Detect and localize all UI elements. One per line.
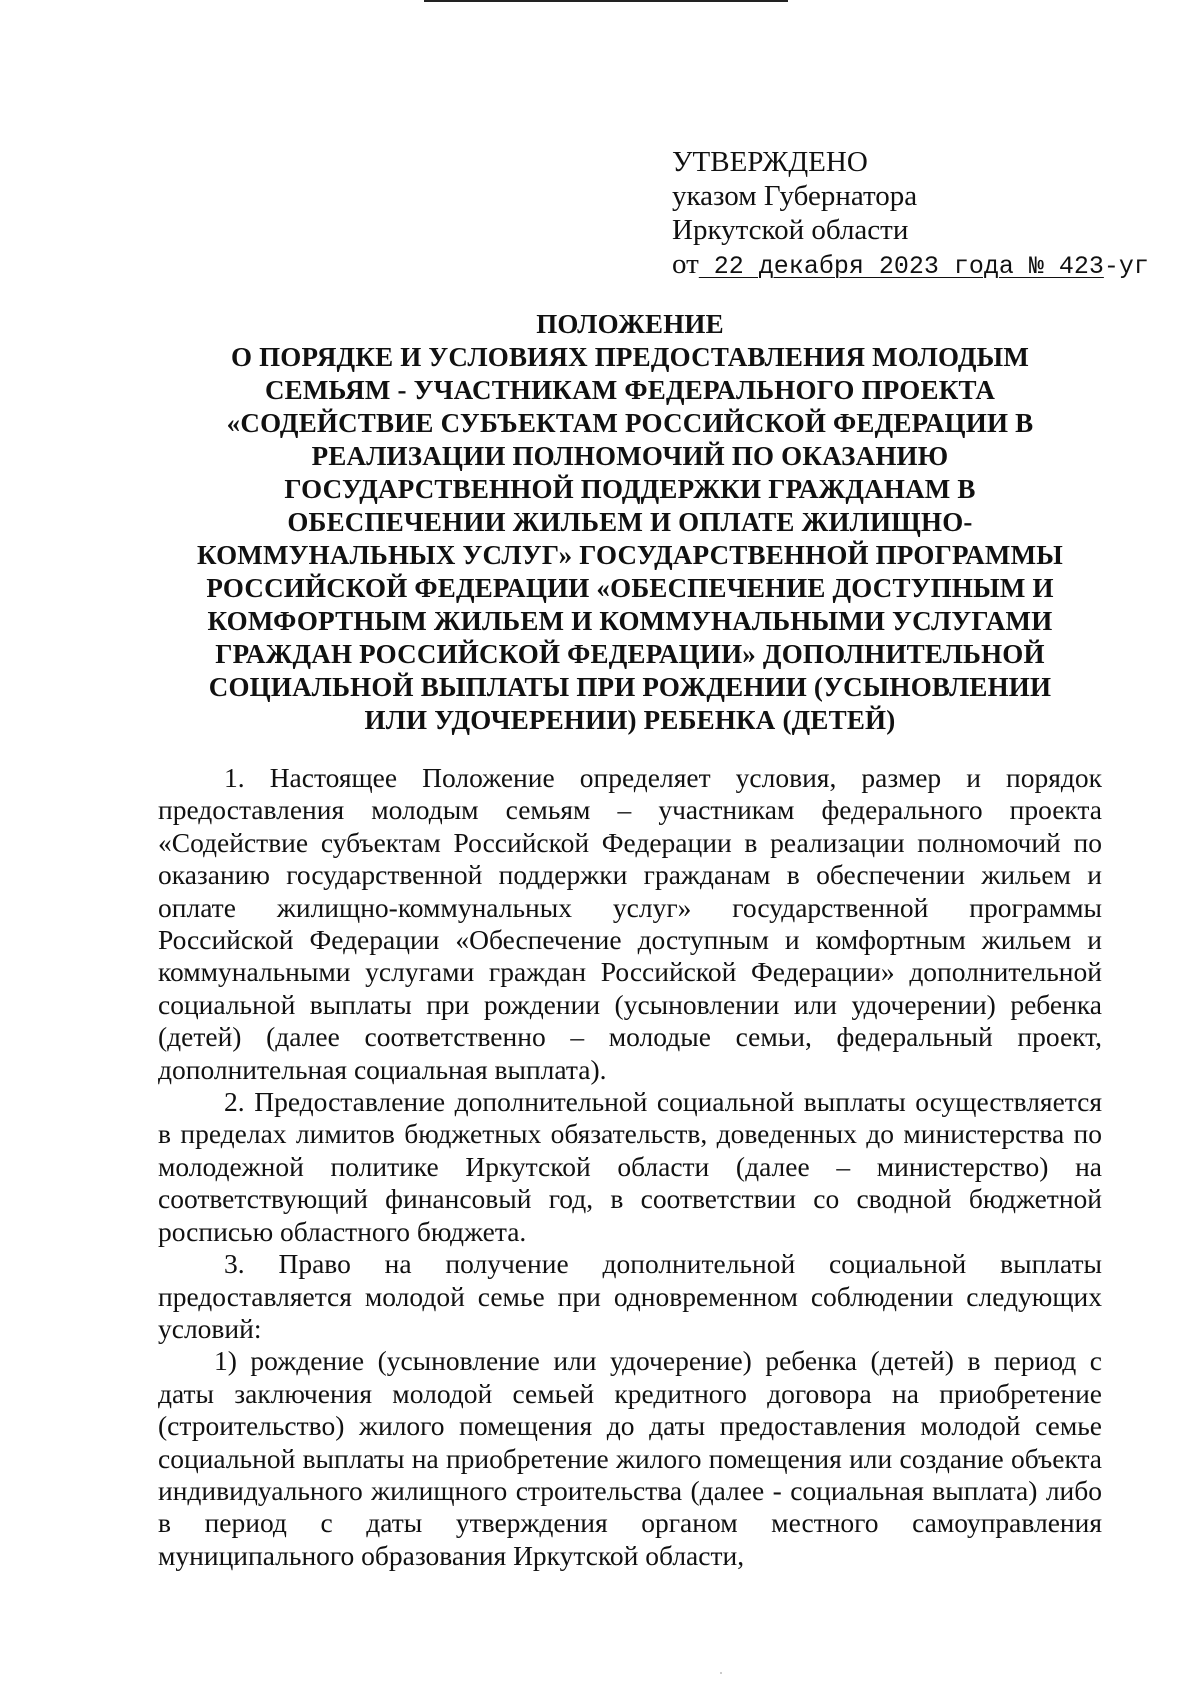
paragraph-1: 1. Настоящее Положение определяет условия, размер и порядок предоставления молодым семьям – участникам федерального проекта «Содействие субъектам Российской Федерации в реализации полномочий по оказанию государственной поддержки гражданам в обеспечении жильем и оплате жилищно-коммунальных услуг» государственной программы Российской Федерации «Обеспечение доступным и комфортным жильем и коммунальными услугами граждан Российской Федерации» дополнительной социальной выплаты при рождении (усыновлении или удочерении) ребенка (детей) (далее соответственно – молодые семьи, федеральный проект, дополнительная социальная выплата). xyxy=(158,762,1102,1085)
approval-stamp-block xyxy=(672,145,1149,284)
approval-heading: УТВЕРЖДЕНО xyxy=(672,146,868,178)
title-line: ОБЕСПЕЧЕНИИ ЖИЛЬЕМ И ОПЛАТЕ ЖИЛИЩНО- xyxy=(287,507,973,537)
scan-speck xyxy=(720,1672,722,1674)
title-line: «СОДЕЙСТВИЕ СУБЪЕКТАМ РОССИЙСКОЙ ФЕДЕРАЦИИ В xyxy=(226,408,1034,438)
title-line: КОМФОРТНЫМ ЖИЛЬЕМ И КОММУНАЛЬНЫМИ УСЛУГАМИ xyxy=(207,606,1053,636)
paragraph-2: 2. Предоставление дополнительной социальной выплаты осуществляется в пределах лимитов бюджетных обязательств, доведенных до министерства по молодежной политике Иркутской области (далее – министерство) на соответствующий финансовый год, в соответствии со сводной бюджетной росписью областного бюджета. xyxy=(158,1086,1102,1247)
title-line: ПОЛОЖЕНИЕ xyxy=(536,309,724,339)
title-line: ИЛИ УДОЧЕРЕНИИ) РЕБЕНКА (ДЕТЕЙ) xyxy=(364,705,896,735)
approval-date-prefix: от xyxy=(672,248,699,280)
document-body xyxy=(158,762,1102,1572)
approval-date-line xyxy=(672,247,1149,284)
title-line: КОММУНАЛЬНЫХ УСЛУГ» ГОСУДАРСТВЕННОЙ ПРОГРАММЫ xyxy=(196,540,1064,570)
approval-region: Иркутской области xyxy=(672,214,909,246)
paragraph-3-item-1: 1) рождение (усыновление или удочерение) ребенка (детей) в период с даты заключения молодой семьей кредитного договора на приобретение (строительство) жилого помещения до даты предоставления молодой семье социальной выплаты на приобретение жилого помещения или создание объекта индивидуального жилищного строительства (далее - социальная выплата) либо в период с даты утверждения органом местного самоуправления муниципального образования Иркутской области, xyxy=(158,1345,1102,1571)
document-title xyxy=(140,308,1120,737)
title-line: ГРАЖДАН РОССИЙСКОЙ ФЕДЕРАЦИИ» ДОПОЛНИТЕЛЬНОЙ xyxy=(215,639,1045,669)
top-rule xyxy=(424,0,788,2)
title-line: СОЦИАЛЬНОЙ ВЫПЛАТЫ ПРИ РОЖДЕНИИ (УСЫНОВЛЕНИИ xyxy=(208,672,1052,702)
title-line: СЕМЬЯМ - УЧАСТНИКАМ ФЕДЕРАЛЬНОГО ПРОЕКТА xyxy=(264,375,996,405)
title-line: О ПОРЯДКЕ И УСЛОВИЯХ ПРЕДОСТАВЛЕНИЯ МОЛОДЫМ xyxy=(230,342,1030,372)
title-line: ГОСУДАРСТВЕННОЙ ПОДДЕРЖКИ ГРАЖДАНАМ В xyxy=(284,474,976,504)
title-line: РЕАЛИЗАЦИИ ПОЛНОМОЧИЙ ПО ОКАЗАНИЮ xyxy=(311,441,949,471)
title-line: РОССИЙСКОЙ ФЕДЕРАЦИИ «ОБЕСПЕЧЕНИЕ ДОСТУПНЫМ И xyxy=(206,573,1054,603)
paragraph-3: 3. Право на получение дополнительной социальной выплаты предоставляется молодой семье при одновременном соблюдении следующих условий: xyxy=(158,1248,1102,1344)
approval-authority: указом Губернатора xyxy=(672,180,918,212)
approval-date-value: 22 декабря 2023 года № 423 xyxy=(698,252,1104,281)
approval-date-suffix: -уг xyxy=(1103,252,1149,281)
